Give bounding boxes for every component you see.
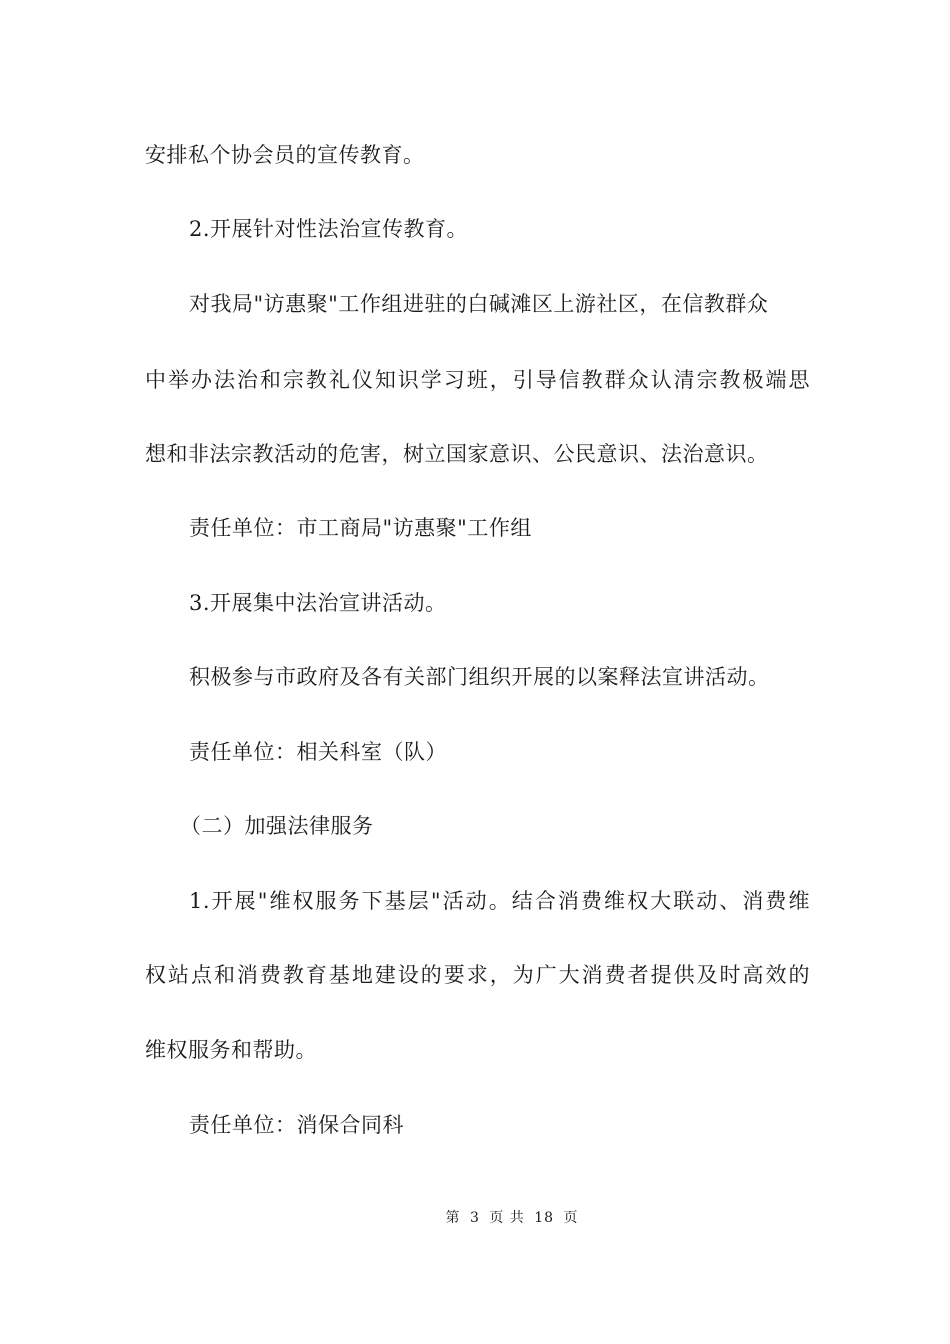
paragraph-line: 权站点和消费教育基地建设的要求，为广大消费者提供及时高效的 bbox=[145, 963, 810, 987]
paragraph-line: 安排私个协会员的宣传教育。 bbox=[145, 143, 425, 167]
paragraph-line: 维权服务和帮助。 bbox=[145, 1038, 317, 1062]
paragraph-line: 1.开展"维权服务下基层"活动。结合消费维权大联动、消费维 bbox=[189, 889, 810, 913]
responsible-unit-line: 责任单位：消保合同科 bbox=[189, 1113, 404, 1137]
paragraph-line: 积极参与市政府及各有关部门组织开展的以案释法宣讲活动。 bbox=[189, 665, 770, 689]
section-heading: 3.开展集中法治宣讲活动。 bbox=[189, 591, 447, 615]
footer-middle: 页 共 bbox=[489, 1210, 525, 1226]
paragraph-line: 想和非法宗教活动的危害，树立国家意识、公民意识、法治意识。 bbox=[145, 442, 769, 466]
responsible-unit-line: 责任单位：相关科室（队） bbox=[189, 740, 447, 764]
paragraph-line: 对我局"访惠聚"工作组进驻的白碱滩区上游社区，在信教群众 bbox=[189, 292, 769, 316]
responsible-unit-line: 责任单位：市工商局"访惠聚"工作组 bbox=[189, 516, 532, 540]
paragraph-line: 中举办法治和宗教礼仪知识学习班，引导信教群众认清宗教极端思 bbox=[145, 368, 810, 392]
current-page-number: 3 bbox=[469, 1210, 480, 1226]
section-heading: （二）加强法律服务 bbox=[180, 814, 374, 838]
page-footer bbox=[0, 1208, 950, 1228]
section-heading: 2.开展针对性法治宣传教育。 bbox=[189, 217, 469, 241]
total-pages-number: 18 bbox=[534, 1210, 555, 1226]
footer-suffix: 页 bbox=[563, 1210, 579, 1226]
footer-prefix: 第 bbox=[445, 1210, 461, 1226]
